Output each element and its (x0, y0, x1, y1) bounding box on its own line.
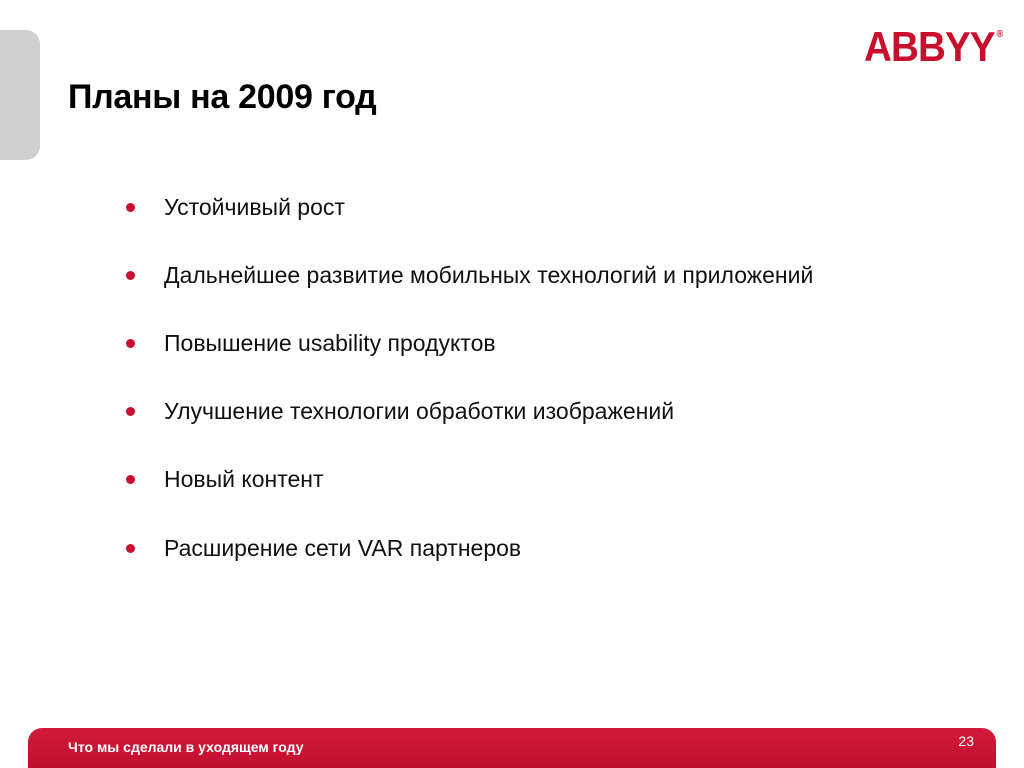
bullet-item (126, 258, 986, 292)
bullet-dot-icon (126, 544, 135, 553)
bullet-dot-icon (126, 475, 135, 484)
bullet-item (126, 531, 986, 565)
footer-bar (28, 728, 996, 768)
bullet-item (126, 190, 986, 224)
bullet-dot-icon (126, 407, 135, 416)
bullet-item (126, 326, 986, 360)
footer-text: Что мы сделали в уходящем году (68, 739, 304, 755)
side-tab-decoration (0, 30, 40, 160)
bullet-text: Дальнейшее развитие мобильных технологий и приложений (164, 261, 814, 288)
registered-mark: ® (996, 29, 1003, 40)
page-number: 23 (958, 733, 974, 749)
bullet-text: Расширение сети VAR партнеров (164, 534, 522, 561)
bullet-dot-icon (126, 203, 135, 212)
bullet-text: Устойчивый рост (164, 193, 345, 220)
logo-text: ABBYY (864, 23, 995, 70)
bullet-text: Повышение usability продуктов (164, 329, 496, 356)
slide-title: Планы на 2009 год (68, 78, 377, 116)
bullet-text: Улучшение технологии обработки изображений (164, 397, 675, 424)
abbyy-logo (864, 23, 1003, 70)
bullet-text: Новый контент (164, 465, 324, 492)
bullet-item (126, 462, 986, 496)
bullet-dot-icon (126, 339, 135, 348)
bullet-item (126, 394, 986, 428)
bullet-dot-icon (126, 271, 135, 280)
